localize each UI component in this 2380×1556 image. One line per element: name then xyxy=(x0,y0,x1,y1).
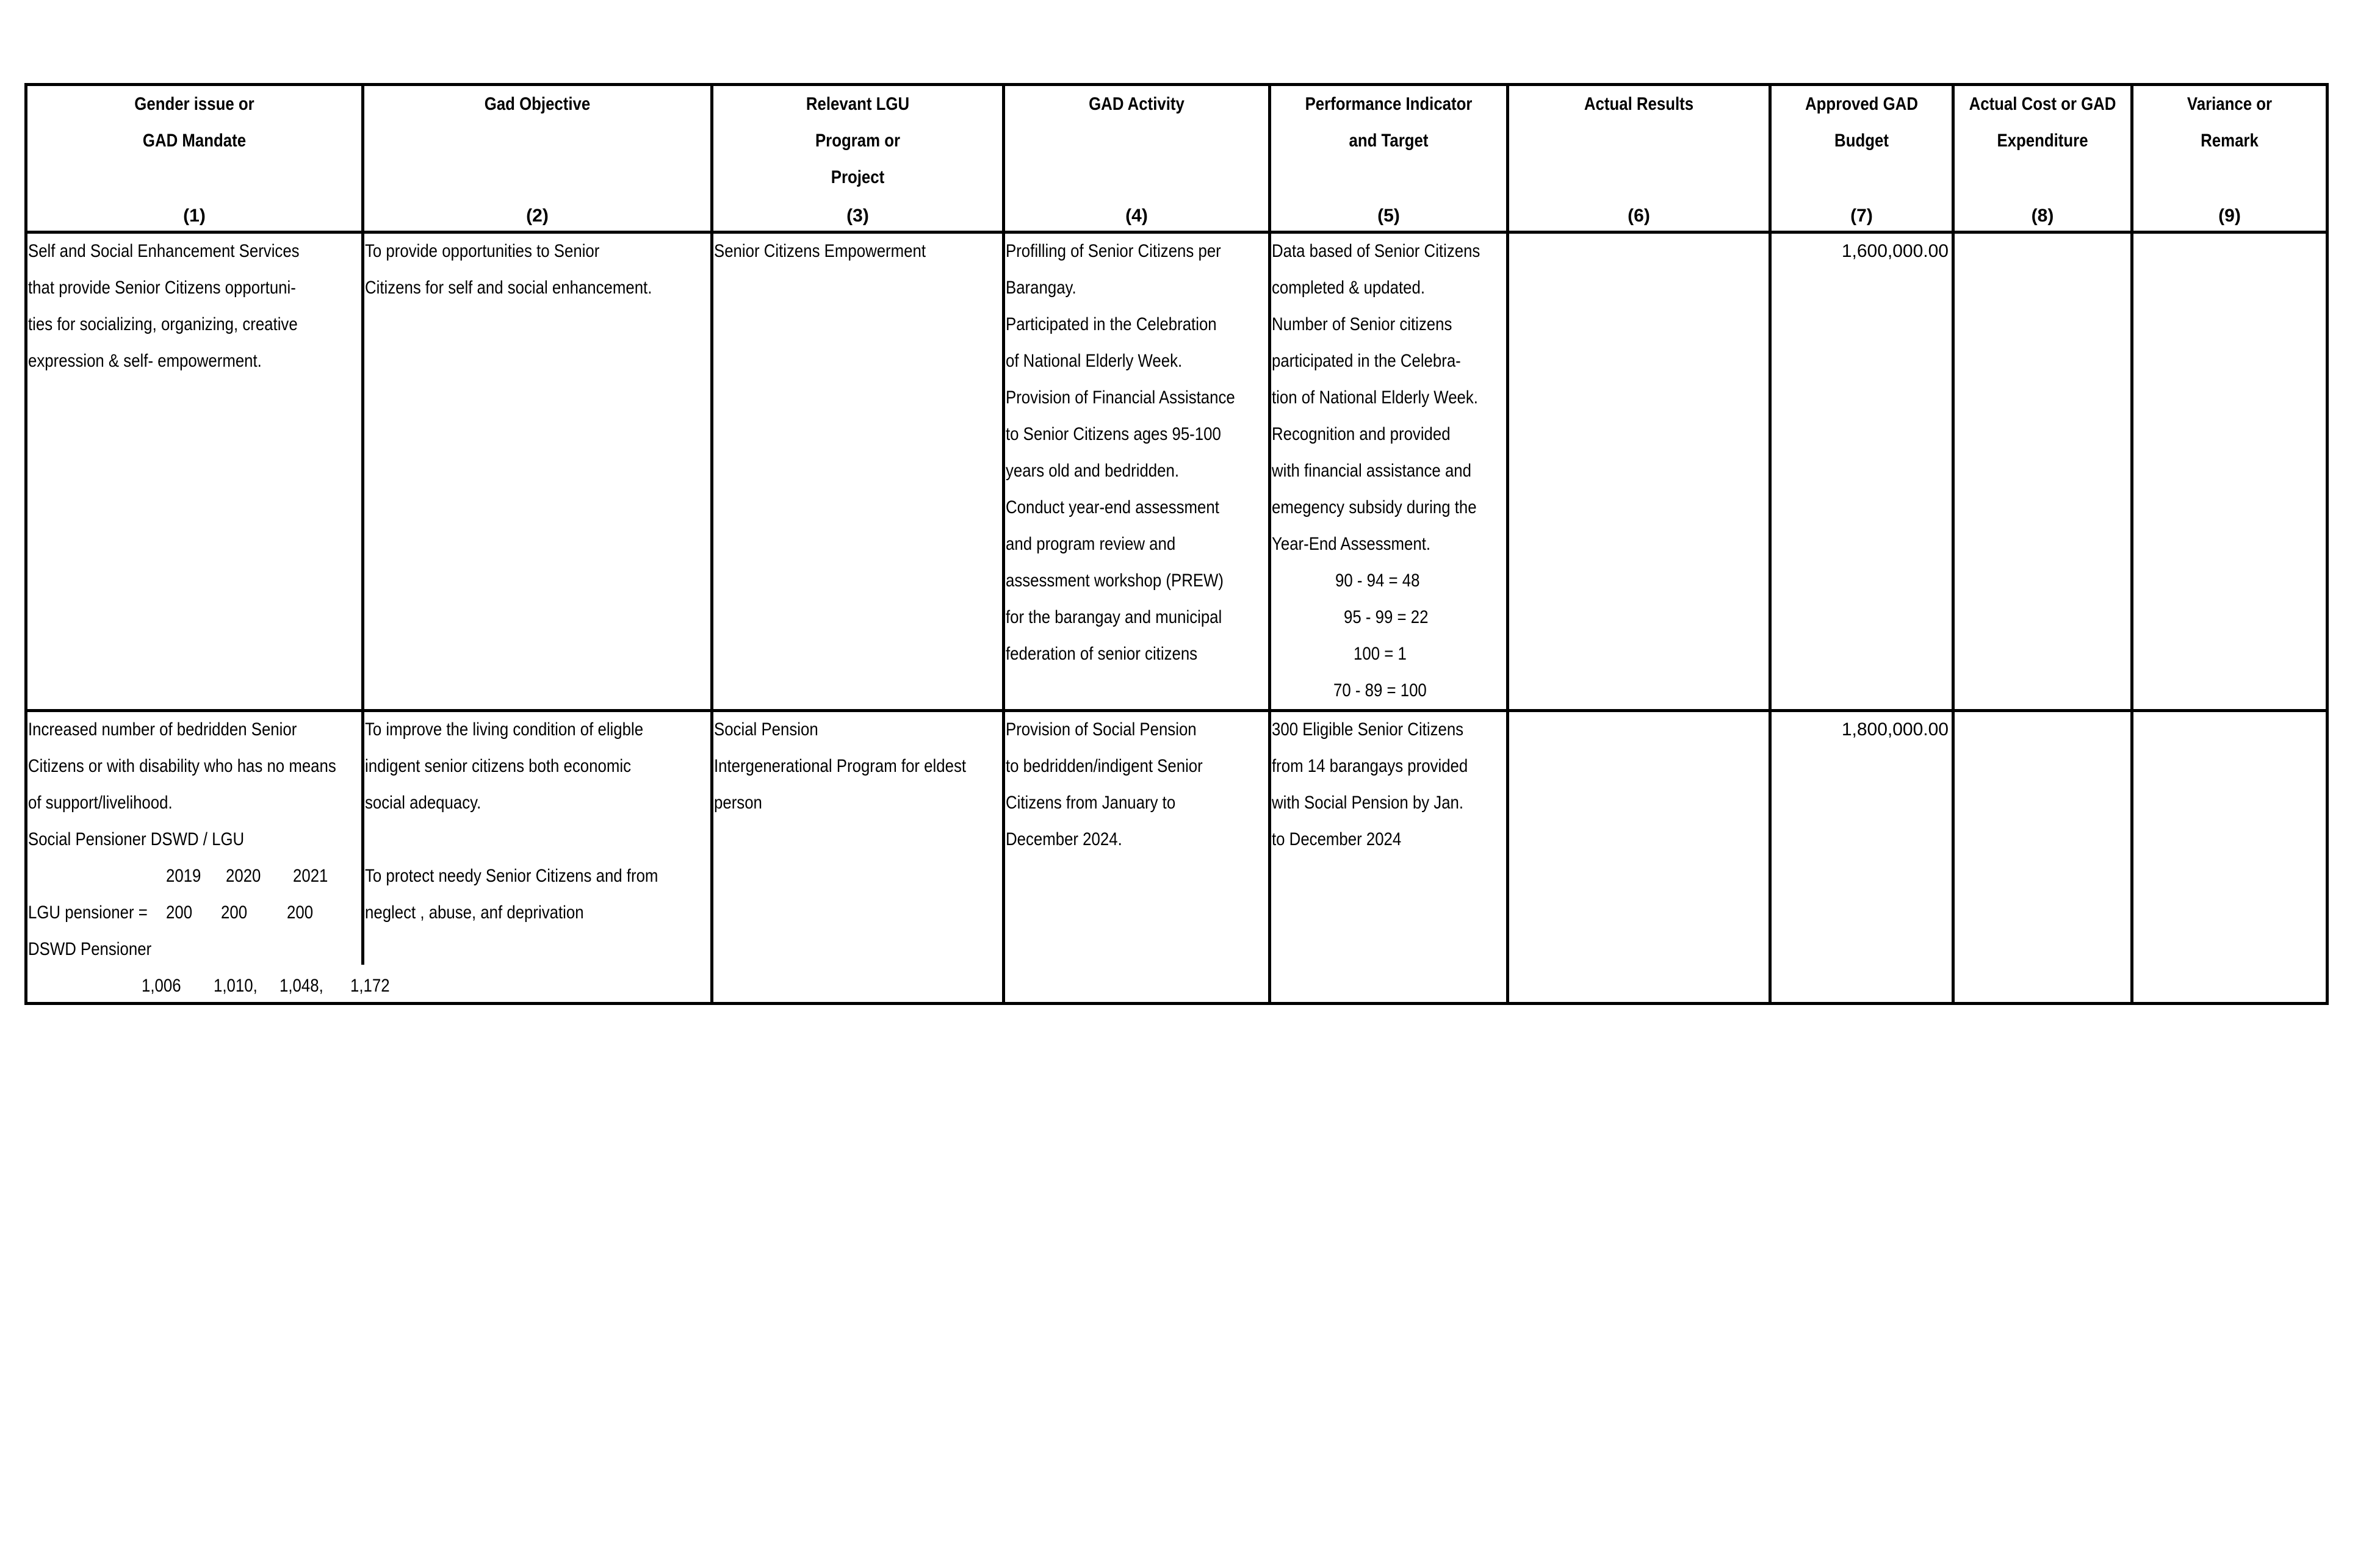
row2-year: 2021 xyxy=(293,866,328,886)
row2-gender-issue-line: Increased number of bedridden Senior xyxy=(28,719,297,740)
row1-activity-line: and program review and xyxy=(1006,534,1176,554)
row2-activity-line: Provision of Social Pension xyxy=(1006,719,1197,740)
row2-objective-line: social adequacy. xyxy=(365,793,481,813)
row2-indicator-line: 300 Eligible Senior Citizens xyxy=(1272,719,1464,740)
header-col-8: Actual Cost or GAD Expenditure xyxy=(1969,94,2116,151)
header-num-7: (7) xyxy=(1850,206,1873,226)
row2-dswd-pensioner-value: 1,048, xyxy=(279,976,323,996)
row2-activity-line: Citizens from January to xyxy=(1006,793,1176,813)
header-col-1: Gender issue or GAD Mandate xyxy=(134,94,254,151)
row1-activity-line: Participated in the Celebration xyxy=(1006,314,1217,334)
row1-indicator-line: Number of Senior citizens xyxy=(1272,314,1452,334)
row2-year: 2020 xyxy=(226,866,261,886)
row2-dswd-pensioner-value: 1,006 xyxy=(142,976,181,996)
row1-objective-line: To provide opportunities to Senior xyxy=(365,241,600,261)
row1-indicator-line: tion of National Elderly Week. xyxy=(1272,387,1478,408)
header-col-2: Gad Objective xyxy=(484,94,591,114)
row2-dswd-pensioner-label: DSWD Pensioner xyxy=(28,939,152,959)
row2-dswd-pensioner-value: 1,172 xyxy=(350,976,390,996)
row2-indicator-line: with Social Pension by Jan. xyxy=(1272,793,1464,813)
header-col-3: Relevant LGU Program or Project xyxy=(806,94,910,187)
row1-program-line: Senior Citizens Empowerment xyxy=(714,241,926,261)
header-num-1: (1) xyxy=(183,206,206,226)
row2-approved-budget: 1,800,000.00 xyxy=(1841,719,1949,740)
row1-activity-line: of National Elderly Week. xyxy=(1006,351,1183,371)
row2-gender-issue-line: Citizens or with disability who has no means xyxy=(28,756,336,776)
row2-activity-line: to bedridden/indigent Senior xyxy=(1006,756,1203,776)
row1-indicator-line: with financial assistance and xyxy=(1272,461,1471,481)
row2-gender-issue-line: of support/livelihood. xyxy=(28,793,173,813)
header-num-9: (9) xyxy=(2218,206,2241,226)
row2-lgu-pensioner-value: 200 xyxy=(221,902,248,923)
row1-age-group: 90 - 94 = 48 xyxy=(1335,571,1420,591)
header-col-7: Approved GAD Budget xyxy=(1805,94,1918,151)
row2-program-line: Intergenerational Program for eldest xyxy=(714,756,967,776)
header-col-4: GAD Activity xyxy=(1089,94,1185,114)
row1-activity-line: Barangay. xyxy=(1006,278,1076,298)
row1-age-group: 100 = 1 xyxy=(1354,644,1407,664)
header-num-4: (4) xyxy=(1125,206,1148,226)
header-num-2: (2) xyxy=(526,206,549,226)
row1-activity-line: for the barangay and municipal xyxy=(1006,607,1222,627)
row2-activity-line: December 2024. xyxy=(1006,829,1122,849)
row2-objective-line: To improve the living condition of eligble xyxy=(365,719,644,740)
row2-year: 2019 xyxy=(166,866,201,886)
header-col-6: Actual Results xyxy=(1584,94,1694,114)
header-num-3: (3) xyxy=(846,206,869,226)
row1-approved-budget: 1,600,000.00 xyxy=(1841,241,1949,261)
row1-activity-line: Conduct year-end assessment xyxy=(1006,497,1219,517)
row1-gender-issue-line: that provide Senior Citizens opportuni- xyxy=(28,278,296,298)
row1-activity-line: assessment workshop (PREW) xyxy=(1006,571,1224,591)
row1-indicator-line: Data based of Senior Citizens xyxy=(1272,241,1480,261)
row1-indicator-line: completed & updated. xyxy=(1272,278,1426,298)
row1-indicator-line: Recognition and provided xyxy=(1272,424,1451,444)
row1-age-group: 70 - 89 = 100 xyxy=(1333,680,1427,701)
row2-indicator-line: from 14 barangays provided xyxy=(1272,756,1468,776)
col-border-9 xyxy=(2326,83,2329,1005)
row1-activity-line: to Senior Citizens ages 95-100 xyxy=(1006,424,1221,444)
row2-lgu-pensioner-label: LGU pensioner = xyxy=(28,902,148,923)
row2-program-line: person xyxy=(714,793,762,813)
row1-activity-line: years old and bedridden. xyxy=(1006,461,1180,481)
row2-program-line: Social Pension xyxy=(714,719,818,740)
header-col-5: Performance Indicator and Target xyxy=(1305,94,1473,151)
row1-activity-line: Provision of Financial Assistance xyxy=(1006,387,1235,408)
row1-gender-issue-line: Self and Social Enhancement Services xyxy=(28,241,300,261)
row2-gender-issue-line: Social Pensioner DSWD / LGU xyxy=(28,829,245,849)
row1-objective-line: Citizens for self and social enhancement. xyxy=(365,278,652,298)
header-num-8: (8) xyxy=(2031,206,2054,226)
row2-dswd-pensioner-value: 1,010, xyxy=(214,976,258,996)
row1-gender-issue-line: ties for socializing, organizing, creative xyxy=(28,314,298,334)
row2-objective-line: indigent senior citizens both economic xyxy=(365,756,631,776)
row1-activity-line: federation of senior citizens xyxy=(1006,644,1198,664)
row2-objective-line: neglect , abuse, anf deprivation xyxy=(365,902,584,923)
header-col-9: Variance or Remark xyxy=(2187,94,2273,151)
row2-lgu-pensioner-value: 200 xyxy=(287,902,314,923)
row1-indicator-line: emegency subsidy during the xyxy=(1272,497,1477,517)
row2-objective-line: To protect needy Senior Citizens and from xyxy=(365,866,658,886)
header-num-5: (5) xyxy=(1377,206,1400,226)
row1-activity-line: Profilling of Senior Citizens per xyxy=(1006,241,1221,261)
row1-indicator-line: participated in the Celebra- xyxy=(1272,351,1461,371)
row1-indicator-line: Year-End Assessment. xyxy=(1272,534,1431,554)
row2-lgu-pensioner-value: 200 xyxy=(166,902,193,923)
header-num-6: (6) xyxy=(1628,206,1650,226)
row2-indicator-line: to December 2024 xyxy=(1272,829,1402,849)
row1-age-group: 95 - 99 = 22 xyxy=(1344,607,1429,627)
row1-gender-issue-line: expression & self- empowerment. xyxy=(28,351,262,371)
